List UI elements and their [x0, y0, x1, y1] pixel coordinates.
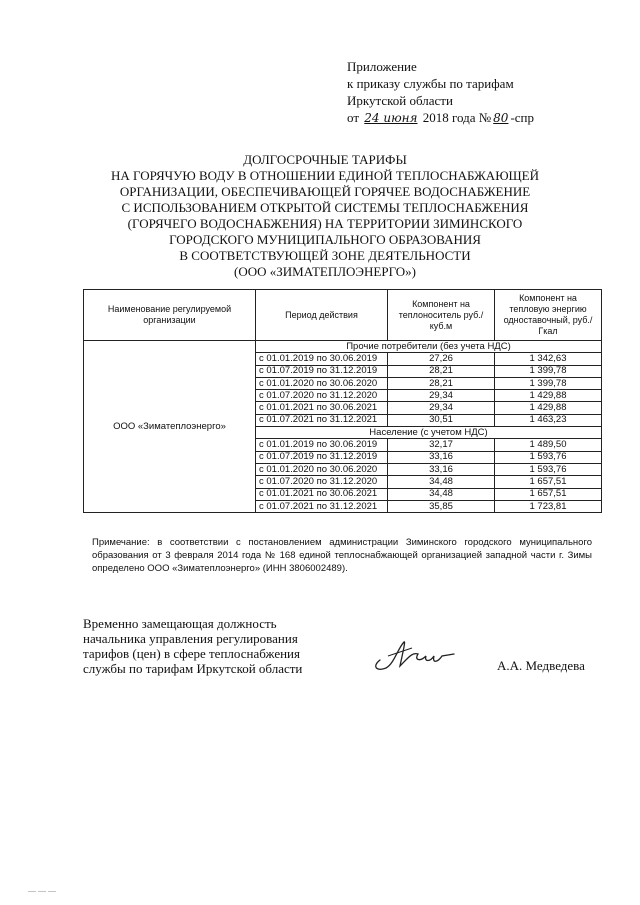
group-label: Население (с учетом НДС) — [256, 427, 602, 439]
position-line: тарифов (цен) в сфере теплоснабжения — [83, 646, 300, 661]
period-cell: с 01.01.2019 по 30.06.2019 — [256, 439, 388, 451]
carrier-cell: 28,21 — [388, 365, 495, 377]
appendix-line-2: к приказу службы по тарифам — [347, 76, 514, 91]
order-suffix: -спр — [510, 110, 535, 125]
handwritten-number: 80 — [493, 111, 509, 125]
signatory-name: А.А. Медведева — [497, 658, 585, 673]
carrier-cell: 33,16 — [388, 463, 495, 475]
appendix-date-line — [347, 109, 534, 127]
energy-cell: 1 657,51 — [495, 476, 602, 488]
energy-cell: 1 342,63 — [495, 353, 602, 365]
period-cell: с 01.01.2020 по 30.06.2020 — [256, 377, 388, 389]
energy-cell: 1 429,88 — [495, 402, 602, 414]
energy-cell: 1 399,78 — [495, 377, 602, 389]
carrier-cell: 35,85 — [388, 500, 495, 512]
title-line: С ИСПОЛЬЗОВАНИЕМ ОТКРЫТОЙ СИСТЕМЫ ТЕПЛОСНАБЖЕНИЯ — [121, 200, 529, 215]
period-cell: с 01.07.2020 по 31.12.2020 — [256, 476, 388, 488]
carrier-cell: 29,34 — [388, 402, 495, 414]
header-period: Период действия — [256, 290, 388, 341]
carrier-cell: 33,16 — [388, 451, 495, 463]
document-title — [60, 152, 590, 280]
period-cell: с 01.07.2021 по 31.12.2021 — [256, 414, 388, 426]
title-line: (ООО «ЗИМАТЕПЛОЭНЕРГО») — [234, 264, 416, 279]
energy-cell: 1 429,88 — [495, 390, 602, 402]
period-cell: с 01.07.2019 по 31.12.2019 — [256, 451, 388, 463]
carrier-cell: 27,26 — [388, 353, 495, 365]
tariff-table — [83, 289, 602, 513]
header-energy: Компонент на тепловую энергию одноставочный, руб./Гкал — [495, 290, 602, 341]
year-text: 2018 года № — [422, 110, 492, 125]
energy-cell: 1 399,78 — [495, 365, 602, 377]
header-org: Наименование регулируемой организации — [84, 290, 256, 341]
footer-mark: — — — — [28, 886, 56, 895]
energy-cell: 1 723,81 — [495, 500, 602, 512]
appendix-line-1: Приложение — [347, 59, 417, 74]
from-label: от — [347, 110, 360, 125]
handwritten-signature — [368, 636, 468, 676]
period-cell: с 01.01.2021 по 30.06.2021 — [256, 488, 388, 500]
handwritten-date: 24 июня — [364, 111, 418, 125]
period-cell: с 01.01.2021 по 30.06.2021 — [256, 402, 388, 414]
note-paragraph: Примечание: в соответствии с постановлением администрации Зиминского городского муниципального образования от 3 февраля 2014 года № 168 единой теплоснабжающей организацией западной части г. Зимы определено ООО «Зиматеплоэнерго» (ИНН 3806002489). — [92, 537, 592, 574]
carrier-cell: 28,21 — [388, 377, 495, 389]
energy-cell: 1 593,76 — [495, 451, 602, 463]
period-cell: с 01.07.2021 по 31.12.2021 — [256, 500, 388, 512]
appendix-block — [347, 58, 534, 127]
energy-cell: 1 489,50 — [495, 439, 602, 451]
energy-cell: 1 593,76 — [495, 463, 602, 475]
period-cell: с 01.01.2019 по 30.06.2019 — [256, 353, 388, 365]
period-cell: с 01.07.2019 по 31.12.2019 — [256, 365, 388, 377]
title-line: НА ГОРЯЧУЮ ВОДУ В ОТНОШЕНИИ ЕДИНОЙ ТЕПЛОСНАБЖАЮЩЕЙ — [110, 168, 540, 183]
group-row — [84, 341, 602, 353]
signatory-position — [83, 616, 302, 676]
appendix-line-3: Иркутской области — [347, 93, 453, 108]
energy-cell: 1 463,23 — [495, 414, 602, 426]
period-cell: с 01.07.2020 по 31.12.2020 — [256, 390, 388, 402]
title-line: ДОЛГОСРОЧНЫЕ ТАРИФЫ — [243, 152, 407, 167]
energy-cell: 1 657,51 — [495, 488, 602, 500]
group-label: Прочие потребители (без учета НДС) — [256, 341, 602, 353]
carrier-cell: 34,48 — [388, 488, 495, 500]
carrier-cell: 32,17 — [388, 439, 495, 451]
organization-cell: ООО «Зиматеплоэнерго» — [84, 341, 256, 513]
title-line: ГОРОДСКОГО МУНИЦИПАЛЬНОГО ОБРАЗОВАНИЯ — [169, 232, 481, 247]
carrier-cell: 29,34 — [388, 390, 495, 402]
title-line: ОРГАНИЗАЦИИ, ОБЕСПЕЧИВАЮЩЕЙ ГОРЯЧЕЕ ВОДОСНАБЖЕНИЕ — [119, 184, 531, 199]
position-line: Временно замещающая должность — [83, 616, 277, 631]
period-cell: с 01.01.2020 по 30.06.2020 — [256, 463, 388, 475]
position-line: начальника управления регулирования — [83, 631, 298, 646]
title-line: (ГОРЯЧЕГО ВОДОСНАБЖЕНИЯ) НА ТЕРРИТОРИИ ЗИМИНСКОГО — [127, 216, 523, 231]
title-line: В СООТВЕТСТВУЮЩЕЙ ЗОНЕ ДЕЯТЕЛЬНОСТИ — [179, 248, 471, 263]
carrier-cell: 34,48 — [388, 476, 495, 488]
table-header-row — [84, 290, 602, 341]
position-line: службы по тарифам Иркутской области — [83, 661, 303, 676]
header-carrier: Компонент на теплоноситель руб./куб.м — [388, 290, 495, 341]
carrier-cell: 30,51 — [388, 414, 495, 426]
